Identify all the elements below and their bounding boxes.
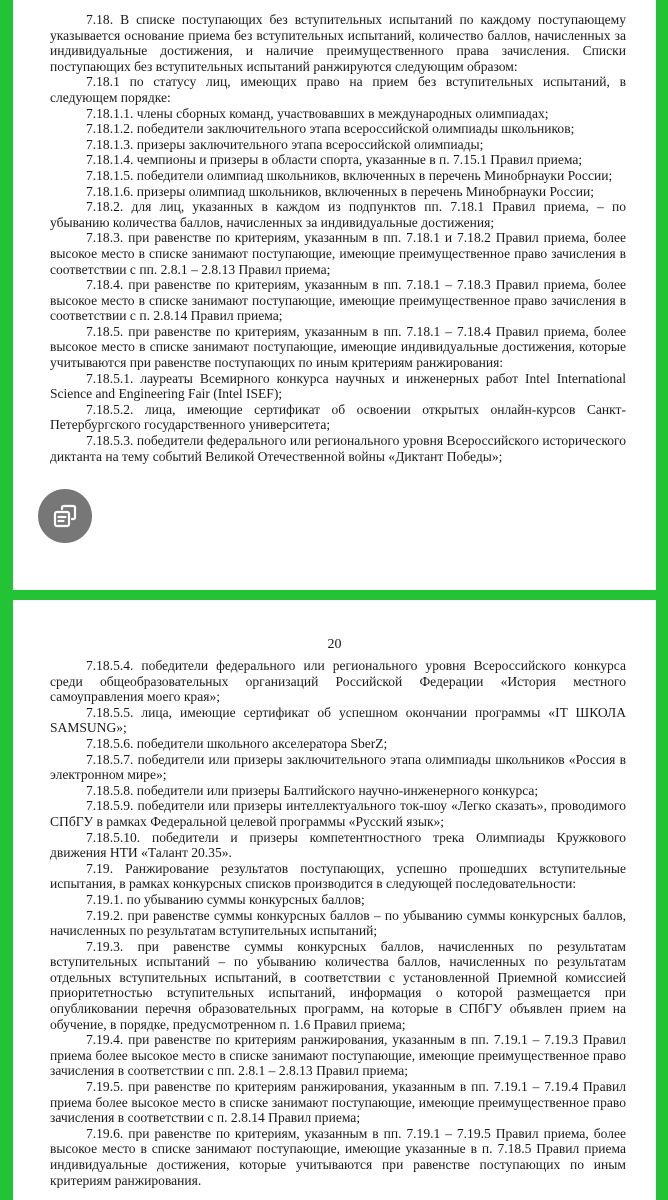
paragraph-7-18-5-2: 7.18.5.2. лица, имеющие сертификат об освоении открытых онлайн-курсов Санкт-Петербургского государственного университета; — [50, 401, 626, 433]
paragraph-7-18-1-1: 7.18.1.1. члены сборных команд, участвовавших в международных олимпиадах; — [86, 105, 549, 121]
paragraph-7-18-3: 7.18.3. при равенстве по критериям, указанным в пп. 7.18.1 и 7.18.2 Правил приема, более высокое место в списке занимают поступающие, имеющие преимущественное право зачисления в соответствии с пп. 2.8.1 – 2.8.13 Правил приема; — [50, 230, 626, 277]
paragraph-7-18-5-9: 7.18.5.9. победители или призеры интеллектуального ток-шоу «Легко сказать», проводимого СПбГУ в рамках Федеральной целевой программы «Русский язык»; — [50, 798, 626, 829]
copy-text-button[interactable] — [38, 489, 92, 543]
paragraph-7-19-6: 7.19.6. при равенстве по критериям, указанным в пп. 7.19.1 – 7.19.5 Правил приема, более высокое место в списке занимают поступающие, имеющие указанные в п. 7.18.5 Правил приема индивидуальные достижения, которые учитываются при равенстве поступающих по иным критериям ранжирования. — [50, 1125, 626, 1188]
page-2-text — [50, 658, 626, 1188]
paragraph-7-18-1-3: 7.18.1.3. призеры заключительного этапа всероссийской олимпиады; — [86, 136, 484, 152]
paragraph-7-18-5-3: 7.18.5.3. победители федерального или регионального уровня Всероссийского исторического диктанта на тему событий Великой Отечественной войны «Диктант Победы»; — [50, 433, 626, 464]
document-page-20 — [13, 600, 656, 1200]
page-1-text — [50, 12, 626, 464]
paragraph-7-18-5-4: 7.18.5.4. победители федерального или регионального уровня Всероссийского конкурса среди общеобразовательных организаций Российской Федерации «История местного самоуправления моего края»; — [50, 658, 626, 705]
paragraph-7-18-4: 7.18.4. при равенстве по критериям, указанным в пп. 7.18.1 – 7.18.3 Правил приема, более высокое место в списке занимают поступающие, имеющие преимущественное право зачисления в соответствии с п. 2.8.14 Правил приема; — [50, 277, 626, 324]
paragraph-7-18-5-1: 7.18.5.1. лауреаты Всемирного конкурса научных и инженерных работ Intel International Science and Engineering Fair (Intel ISEF); — [50, 370, 626, 402]
paragraph-7-18-1-5: 7.18.1.5. победители олимпиад школьников, включенных в перечень Минобрнауки России; — [86, 167, 613, 183]
paragraph-7-19-2: 7.19.2. при равенстве суммы конкурсных баллов – по убыванию суммы конкурсных баллов, начисленных по результатам вступительных испытаний; — [50, 907, 626, 939]
paragraph-7-18-5-5: 7.18.5.5. лица, имеющие сертификат об успешном окончании программы «IT ШКОЛА SAMSUNG»; — [50, 704, 626, 736]
paragraph-7-18-1: 7.18.1 по статусу лиц, имеющих право на прием без вступительных испытаний, в следующем порядке: — [50, 74, 626, 105]
paragraph-7-18-1-2: 7.18.1.2. победители заключительного этапа всероссийской олимпиады школьников; — [86, 121, 575, 137]
copy-icon — [51, 502, 79, 530]
document-page-19 — [13, 0, 656, 590]
paragraph-7-18-5-7: 7.18.5.7. победители или призеры заключительного этапа олимпиады школьников «Россия в электронном мире»; — [50, 751, 626, 783]
paragraph-7-18-1-6: 7.18.1.6. призеры олимпиад школьников, включенных в перечень Минобрнауки России; — [86, 183, 595, 199]
paragraph-7-19-1: 7.19.1. по убыванию суммы конкурсных баллов; — [86, 891, 365, 907]
paragraph-7-18: 7.18. В списке поступающих без вступительных испытаний по каждому поступающему указывается основание приема без вступительных испытаний, количество баллов, начисленных за индивидуальные достижения, и наличие преимущественного права зачисления. Списки поступающих без вступительных испытаний ранжируются следующим образом: — [50, 12, 626, 74]
paragraph-7-18-1-4: 7.18.1.4. чемпионы и призеры в области спорта, указанные в п. 7.15.1 Правил приема; — [86, 152, 583, 168]
paragraph-7-18-5-10: 7.18.5.10. победители и призеры компетентностного трека Олимпиады Кружкового движения НТИ «Талант 20.35». — [50, 829, 626, 861]
paragraph-7-18-2: 7.18.2. для лиц, указанных в каждом из подпунктов пп. 7.18.1 Правил приема, – по убыванию количества баллов, начисленных за индивидуальные достижения; — [50, 199, 626, 230]
paragraph-7-19-4: 7.19.4. при равенстве по критериям ранжирования, указанным в пп. 7.19.1 – 7.19.3 Правил приема более высокое место в списке занимают поступающие, имеющие преимущественное право зачисления в соответствии с пп. 2.8.1 – 2.8.13 Правил приема; — [50, 1032, 626, 1079]
paragraph-7-19: 7.19. Ранжирование результатов поступающих, успешно прошедших вступительные испытания, в рамках конкурсных списков производится в следующей последовательности: — [50, 860, 626, 892]
paragraph-7-19-5: 7.19.5. при равенстве по критериям ранжирования, указанным в пп. 7.19.1 – 7.19.4 Правил приема более высокое место в списке занимают поступающие, имеющие преимущественное право зачисления в соответствии с п. 2.8.14 Правил приема; — [50, 1079, 626, 1126]
paragraph-7-18-5-6: 7.18.5.6. победители школьного акселератора SberZ; — [86, 735, 388, 751]
paragraph-7-18-5-8: 7.18.5.8. победители или призеры Балтийского научно-инженерного конкурса; — [86, 782, 539, 798]
paragraph-7-19-3: 7.19.3. при равенстве суммы конкурсных баллов, начисленных по результатам вступительных испытаний – по убыванию количества баллов, начисленных по результатам отдельных вступительных испытаний, в соответствии с установленной Приемной комиссией приоритетностью вступительных испытаний, информация о которой размещается при опубликовании перечня образовательных программ, на которые в СПбГУ объявлен прием на обучение, в порядке, предусмотренном п. 1.6 Правил приема; — [50, 938, 626, 1032]
paragraph-7-18-5: 7.18.5. при равенстве по критериям, указанным в пп. 7.18.1 – 7.18.4 Правил приема, более высокое место в списке занимают поступающие, имеющие индивидуальные достижения, которые учитываются при равенстве поступающих по иным критериям ранжирования: — [50, 323, 626, 371]
page-number: 20 — [327, 637, 342, 652]
